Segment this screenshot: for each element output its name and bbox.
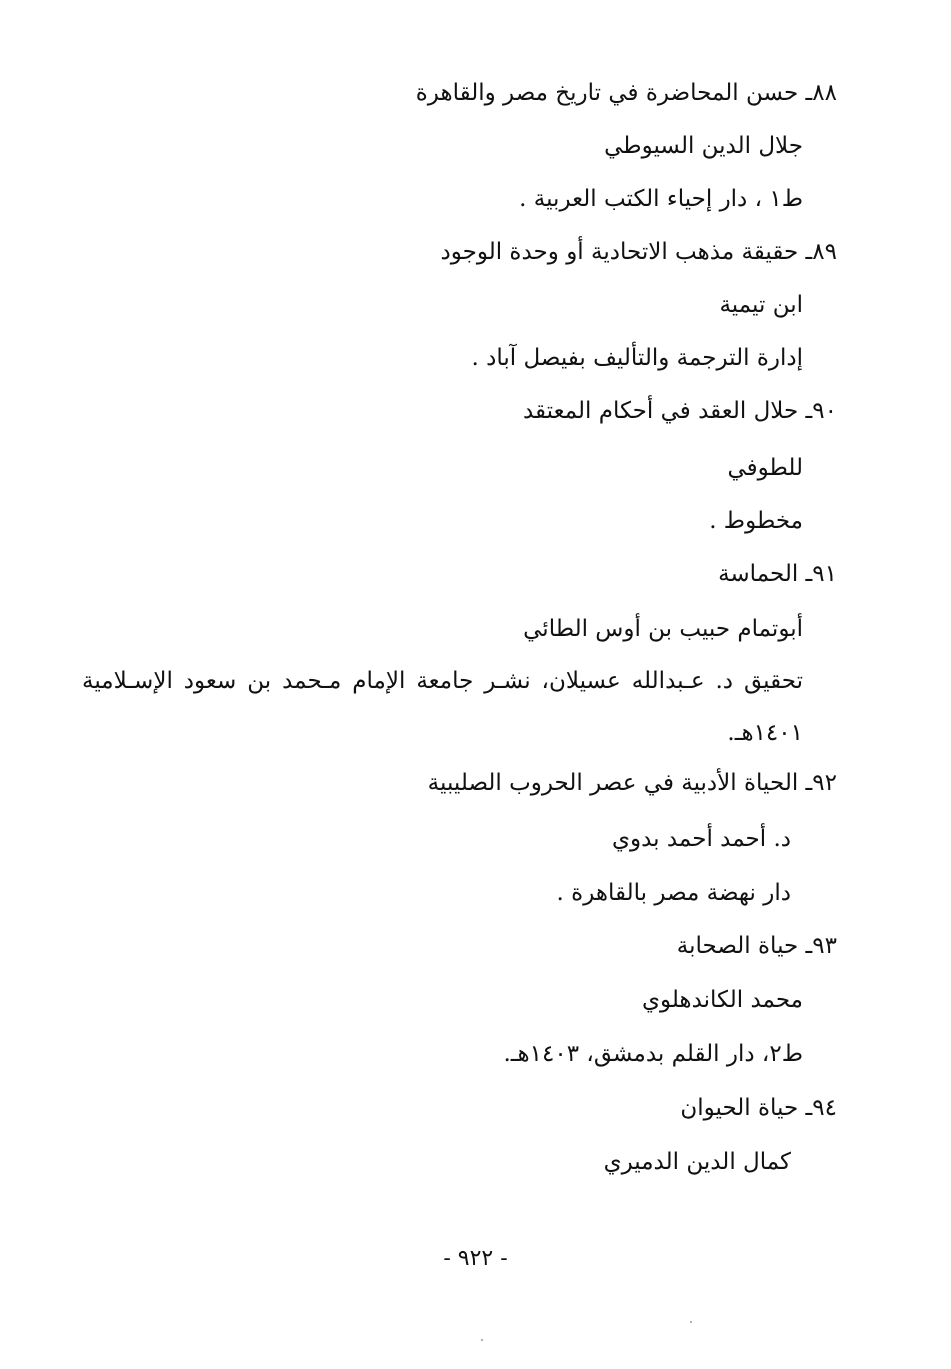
scan-speck — [481, 1339, 483, 1341]
entry-publisher-90: مخطوط . — [709, 508, 803, 534]
entry-publisher-93: ط٢، دار القلم بدمشق، ١٤٠٣هـ. — [503, 1041, 803, 1067]
entry-author-91: أبوتمام حبيب بن أوس الطائي — [523, 616, 803, 642]
entry-heading-88: ٨٨ـ حسن المحاضرة في تاريخ مصر والقاهرة — [415, 80, 837, 106]
entry-heading-90: ٩٠ـ حلال العقد في أحكام المعتقد — [522, 398, 837, 424]
entry-heading-93: ٩٣ـ حياة الصحابة — [676, 933, 837, 959]
entry-heading-91: ٩١ـ الحماسة — [718, 561, 837, 587]
entry-heading-92: ٩٢ـ الحياة الأدبية في عصر الحروب الصليبية — [427, 770, 837, 796]
entry-author-92: د. أحمد أحمد بدوي — [611, 826, 791, 852]
entry-author-90: للطوفي — [727, 455, 803, 481]
entry-author-94: كمال الدين الدميري — [603, 1149, 791, 1175]
entry-author-88: جلال الدين السيوطي — [604, 133, 803, 159]
scan-speck — [690, 1321, 692, 1323]
entry-author-93: محمد الكاندهلوي — [641, 987, 803, 1013]
entry-publisher-89: إدارة الترجمة والتأليف بفيصل آباد . — [471, 345, 803, 371]
entry-year-91: ١٤٠١هـ. — [727, 720, 803, 746]
entry-publisher-88: ط١ ، دار إحياء الكتب العربية . — [519, 186, 803, 212]
entry-author-89: ابن تيمية — [719, 292, 803, 318]
entry-publisher-91: تحقيق د. عـبدالله عسيلان، نشـر جامعة الإمام مـحمد بن سعود الإسـلامية — [82, 668, 803, 694]
page-number: - ٩٢٢ - — [443, 1246, 508, 1271]
entry-heading-94: ٩٤ـ حياة الحيوان — [680, 1095, 837, 1121]
entry-publisher-92: دار نهضة مصر بالقاهرة . — [556, 880, 791, 906]
entry-heading-89: ٨٩ـ حقيقة مذهب الاتحادية أو وحدة الوجود — [440, 239, 837, 265]
